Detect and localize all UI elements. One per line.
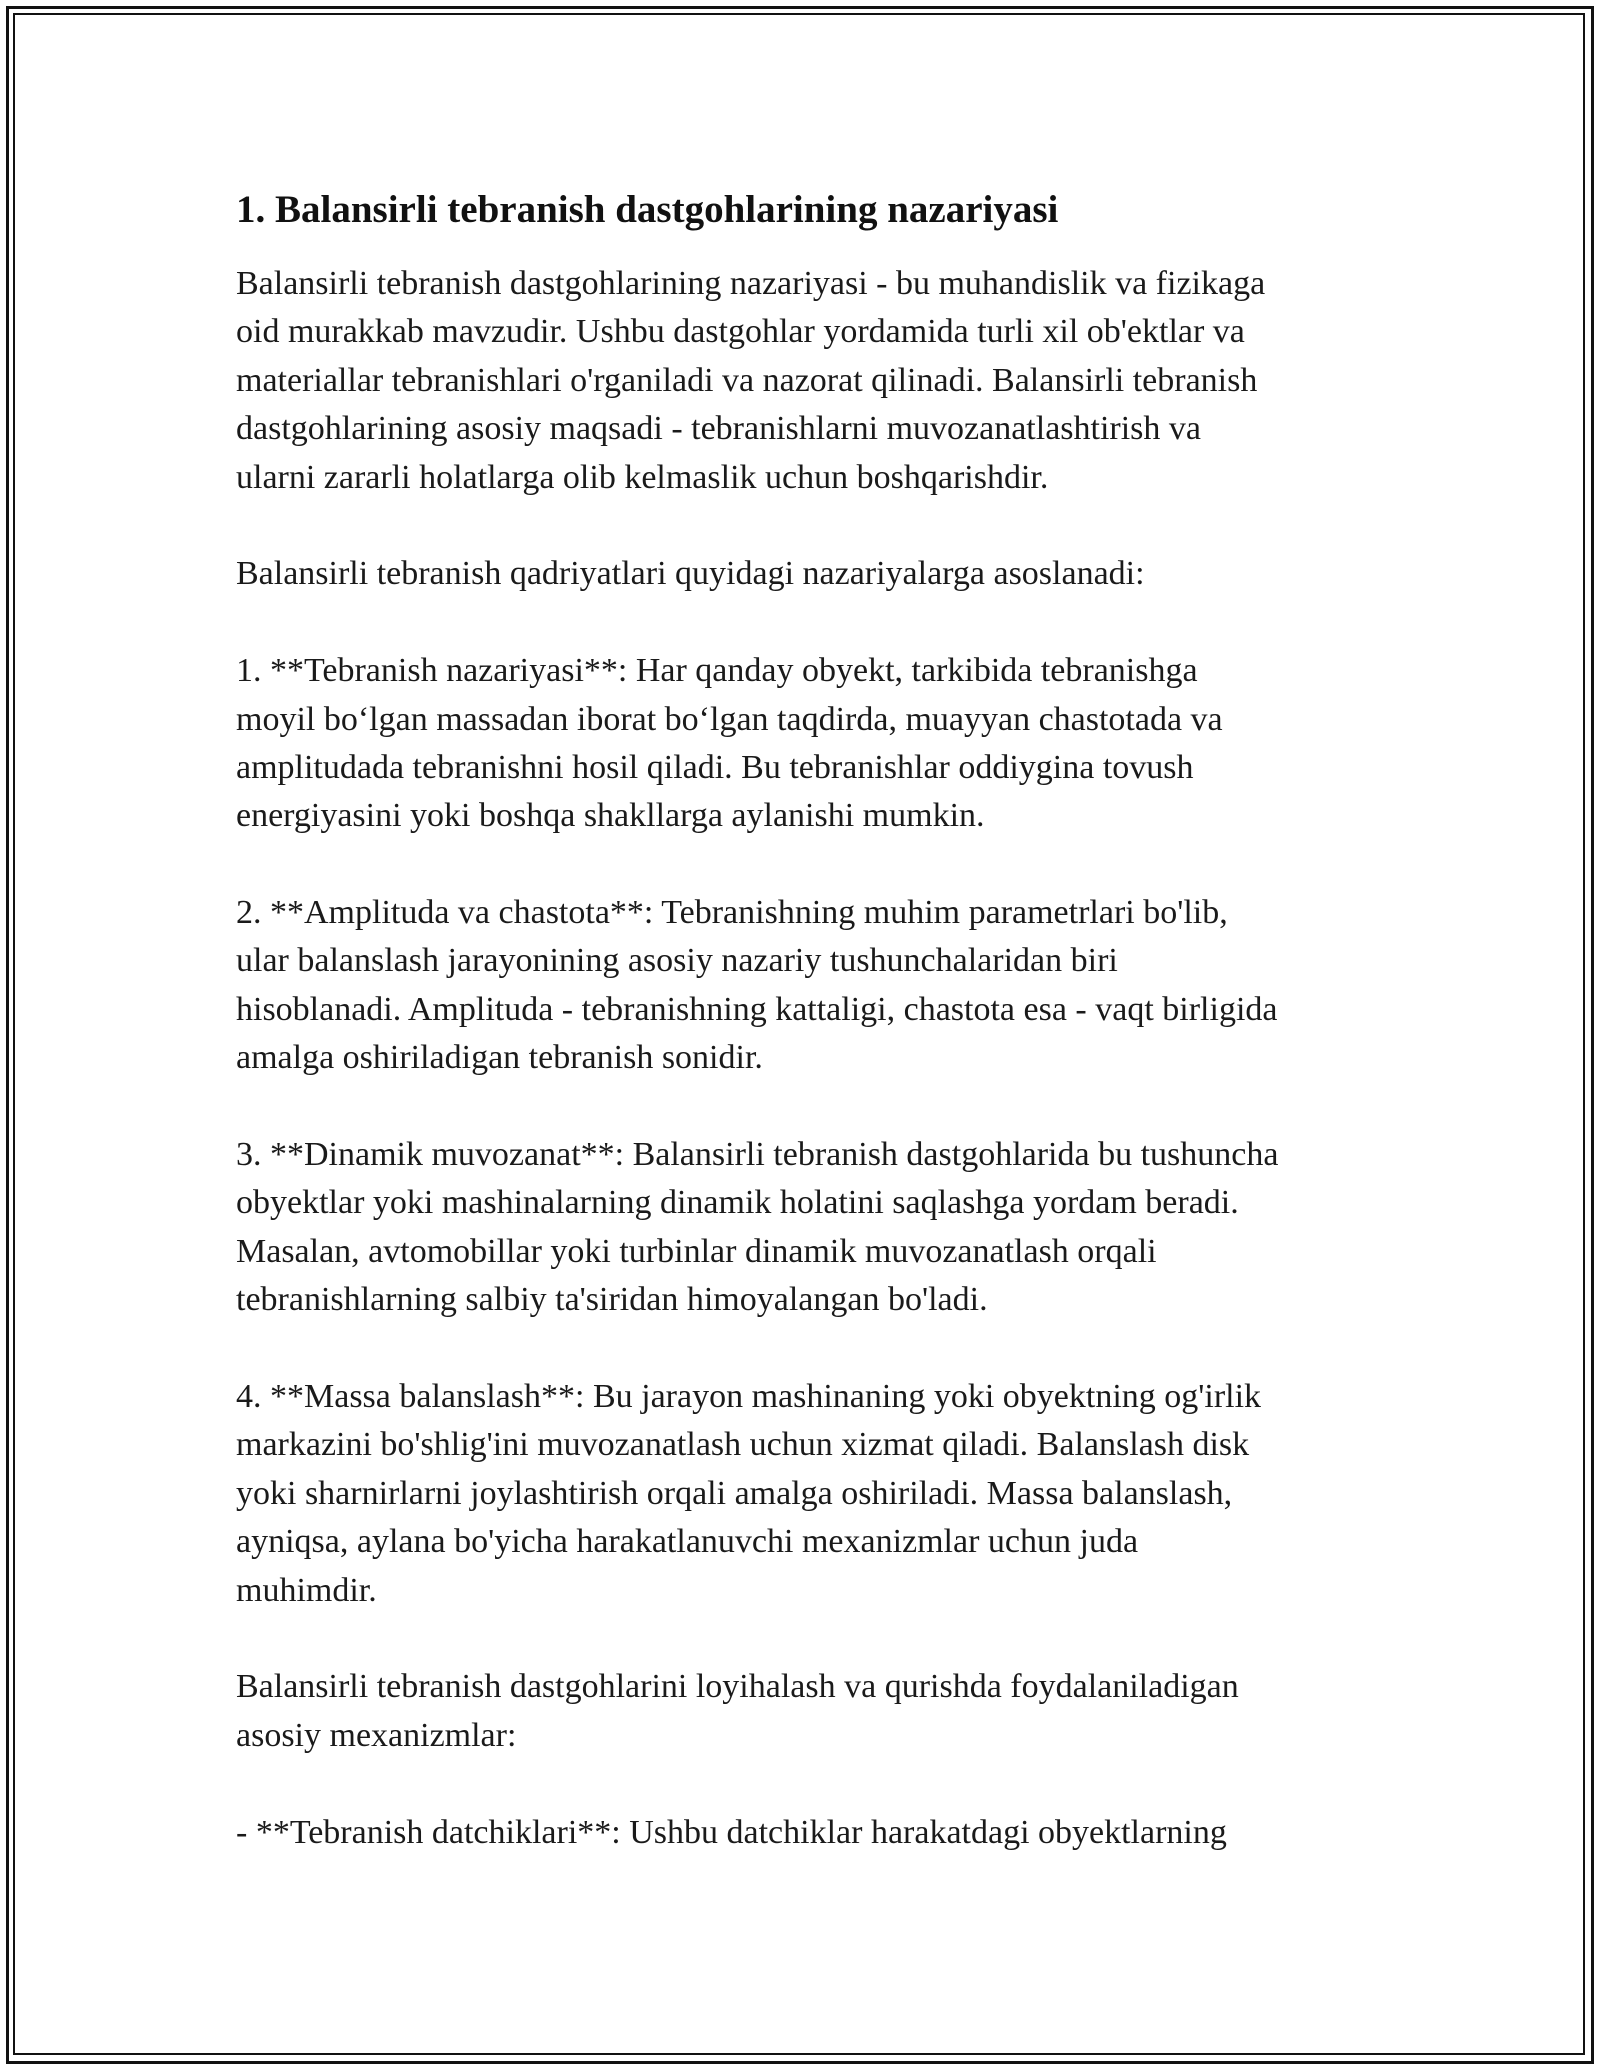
text-line: moyil bo‘lgan massadan iborat bo‘lgan taqdirda, muayyan chastotada va — [236, 700, 1223, 738]
text-line: Balansirli tebranish qadriyatlari quyidagi nazariyalarga asoslanadi: — [236, 555, 1145, 593]
paragraph-gap — [236, 1325, 1376, 1373]
paragraph-gap — [236, 1760, 1376, 1808]
document-title: 1. Balansirli tebranish dastgohlarining nazariyasi — [236, 188, 1059, 231]
paragraph — [236, 1663, 1376, 1760]
text-line: - **Tebranish datchiklari**: Ushbu datchiklar harakatdagi obyektlarning — [236, 1813, 1227, 1851]
text-line: dastgohlarining asosiy maqsadi - tebranishlarni muvozanatlashtirish va — [236, 410, 1201, 448]
text-line: markazini bo'shlig'ini muvozanatlash uchun xizmat qiladi. Balanslash disk — [236, 1426, 1250, 1464]
list-item — [236, 889, 1376, 1083]
text-line: 1. **Tebranish nazariyasi**: Har qanday obyekt, tarkibida tebranishga — [236, 652, 1198, 690]
text-line: Masalan, avtomobillar yoki turbinlar dinamik muvozanatlash orqali — [236, 1232, 1157, 1270]
text-line: energiyasini yoki boshqa shakllarga aylanishi mumkin. — [236, 797, 985, 835]
text-line: tebranishlarning salbiy ta'siridan himoyalangan bo'ladi. — [236, 1281, 988, 1319]
text-line: ayniqsa, aylana bo'yicha harakatlanuvchi mexanizmlar uchun juda — [236, 1523, 1139, 1561]
text-line: muhimdir. — [236, 1571, 377, 1609]
text-line: amplitudada tebranishni hosil qiladi. Bu tebranishlar oddiygina tovush — [236, 748, 1194, 786]
paragraph-gap — [236, 841, 1376, 889]
paragraph — [236, 550, 1376, 598]
text-line: 4. **Massa balanslash**: Bu jarayon mashinaning yoki obyektning og'irlik — [236, 1377, 1262, 1415]
list-item — [236, 1809, 1376, 1857]
text-line: asosiy mexanizmlar: — [236, 1716, 517, 1754]
text-line: yoki sharnirlarni joylashtirish orqali amalga oshiriladi. Massa balanslash, — [236, 1474, 1233, 1512]
text-line: ularni zararli holatlarga olib kelmaslik uchun boshqarishdir. — [236, 458, 1049, 496]
text-line: oid murakkab mavzudir. Ushbu dastgohlar yordamida turli xil ob'ektlar va — [236, 313, 1245, 351]
document-body — [236, 186, 1376, 1857]
paragraph — [236, 260, 1376, 502]
text-line: amalga oshiriladigan tebranish sonidir. — [236, 1039, 763, 1077]
text-line: 3. **Dinamik muvozanat**: Balansirli tebranish dastgohlarida bu tushuncha — [236, 1136, 1279, 1174]
paragraph-gap — [236, 1083, 1376, 1131]
list-item — [236, 647, 1376, 841]
text-line: materiallar tebranishlari o'rganiladi va nazorat qilinadi. Balansirli tebranish — [236, 361, 1258, 399]
list-item — [236, 1131, 1376, 1325]
text-line: Balansirli tebranish dastgohlarining nazariyasi - bu muhandislik va fizikaga — [236, 265, 1266, 302]
paragraph-gap — [236, 599, 1376, 647]
text-line: Balansirli tebranish dastgohlarini loyihalash va qurishda foydalaniladigan — [236, 1668, 1239, 1706]
list-item — [236, 1373, 1376, 1615]
text-line: obyektlar yoki mashinalarning dinamik holatini saqlashga yordam beradi. — [236, 1184, 1239, 1222]
text-line: ular balanslash jarayonining asosiy nazariy tushunchalaridan biri — [236, 942, 1118, 980]
paragraph-gap — [236, 502, 1376, 550]
text-line: 2. **Amplituda va chastota**: Tebranishning muhim parametrlari bo'lib, — [236, 894, 1228, 932]
paragraph-gap — [236, 1615, 1376, 1663]
text-line: hisoblanadi. Amplituda - tebranishning kattaligi, chastota esa - vaqt birligida — [236, 990, 1278, 1028]
